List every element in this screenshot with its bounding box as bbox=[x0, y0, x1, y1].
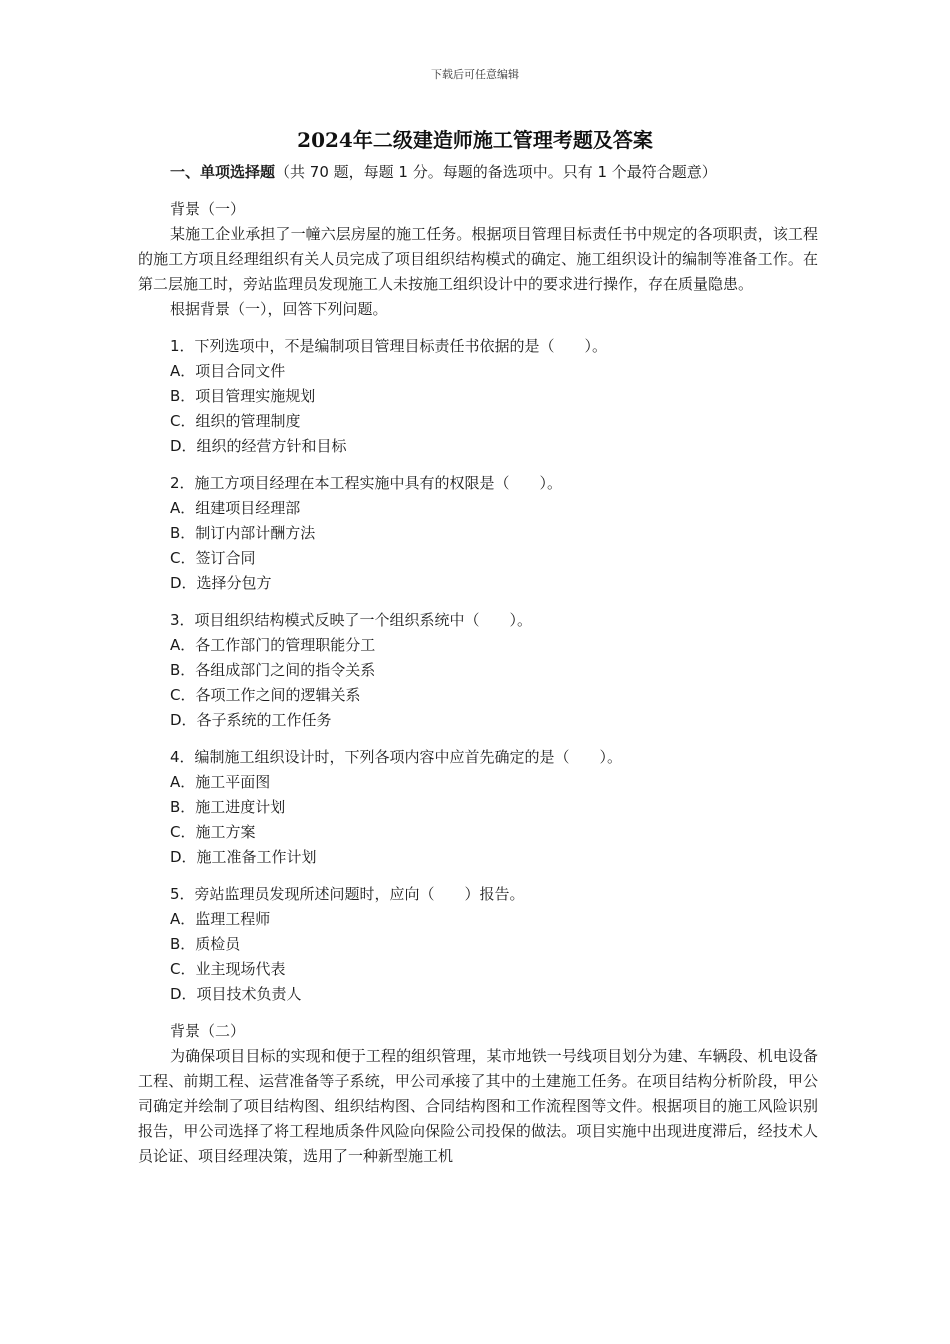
header-note: 下载后可任意编辑 bbox=[431, 68, 519, 81]
question-stem: 5．旁站监理员发现所述问题时，应向（ ）报告。 bbox=[170, 885, 525, 903]
question-stem: 1．下列选项中，不是编制项目管理目标责任书依据的是（ ）。 bbox=[170, 337, 608, 355]
section-heading bbox=[138, 160, 818, 185]
question-option: D．施工准备工作计划 bbox=[170, 848, 317, 866]
question-3 bbox=[170, 608, 818, 733]
question-stem: 2．施工方项目经理在本工程实施中具有的权限是（ ）。 bbox=[170, 474, 563, 492]
question-option: C．施工方案 bbox=[170, 823, 256, 841]
background-2-text: 为确保项目目标的实现和便于工程的组织管理，某市地铁一号线项目划分为建、车辆段、机电设备工程、前期工程、运营准备等子系统，甲公司承接了其中的土建施工任务。在项目结构分析阶段，甲公司确定并绘制了项目结构图、组织结构图、合同结构图和工作流程图等文件。根据项目的施工风险识别报告，甲公司选择了将工程地质条件风险向保险公司投保的做法。项目实施中出现进度滞后，经技术人员论证、项目经理决策，选用了一种新型施工机 bbox=[138, 1047, 818, 1165]
question-option: D．组织的经营方针和目标 bbox=[170, 437, 347, 455]
question-option: D．选择分包方 bbox=[170, 574, 272, 592]
document-body bbox=[138, 160, 818, 1169]
question-option: B．各组成部门之间的指令关系 bbox=[170, 661, 376, 679]
question-option: B．项目管理实施规划 bbox=[170, 387, 316, 405]
question-option: A．各工作部门的管理职能分工 bbox=[170, 636, 376, 654]
question-option: A．监理工程师 bbox=[170, 910, 271, 928]
question-option: A．施工平面图 bbox=[170, 773, 271, 791]
question-1 bbox=[170, 334, 818, 459]
question-option: C．组织的管理制度 bbox=[170, 412, 301, 430]
background-2-label: 背景（二） bbox=[170, 1022, 246, 1040]
document-title: 2024年二级建造师施工管理考题及答案 bbox=[297, 128, 653, 152]
question-option: B．施工进度计划 bbox=[170, 798, 286, 816]
section-heading-bold: 一、单项选择题 bbox=[170, 163, 276, 181]
section-heading-rest: （共 70 题，每题 1 分。每题的备选项中。只有 1 个最符合题意） bbox=[275, 163, 717, 181]
question-option: D．项目技术负责人 bbox=[170, 985, 302, 1003]
question-option: C．业主现场代表 bbox=[170, 960, 286, 978]
question-5 bbox=[170, 882, 818, 1007]
background-1-prompt: 根据背景（一），回答下列问题。 bbox=[170, 300, 388, 318]
background-1-text: 某施工企业承担了一幢六层房屋的施工任务。根据项目管理目标责任书中规定的各项职责，该工程的施工方项且经理组织有关人员完成了项目组织结构模式的确定、施工组织设计的编制等准备工作。在第二层施工时，旁站监理员发现施工人未按施工组织设计中的要求进行操作，存在质量隐患。 bbox=[138, 225, 818, 293]
question-4 bbox=[170, 745, 818, 870]
question-option: B．质检员 bbox=[170, 935, 241, 953]
question-option: A．项目合同文件 bbox=[170, 362, 286, 380]
question-stem: 3．项目组织结构模式反映了一个组织系统中（ ）。 bbox=[170, 611, 533, 629]
question-2 bbox=[170, 471, 818, 596]
question-option: A．组建项目经理部 bbox=[170, 499, 301, 517]
question-option: B．制订内部计酬方法 bbox=[170, 524, 316, 542]
question-stem: 4．编制施工组织设计时，下列各项内容中应首先确定的是（ ）。 bbox=[170, 748, 623, 766]
question-option: D．各子系统的工作任务 bbox=[170, 711, 332, 729]
question-option: C．各项工作之间的逻辑关系 bbox=[170, 686, 361, 704]
background-1-label: 背景（一） bbox=[170, 200, 246, 218]
question-option: C．签订合同 bbox=[170, 549, 256, 567]
